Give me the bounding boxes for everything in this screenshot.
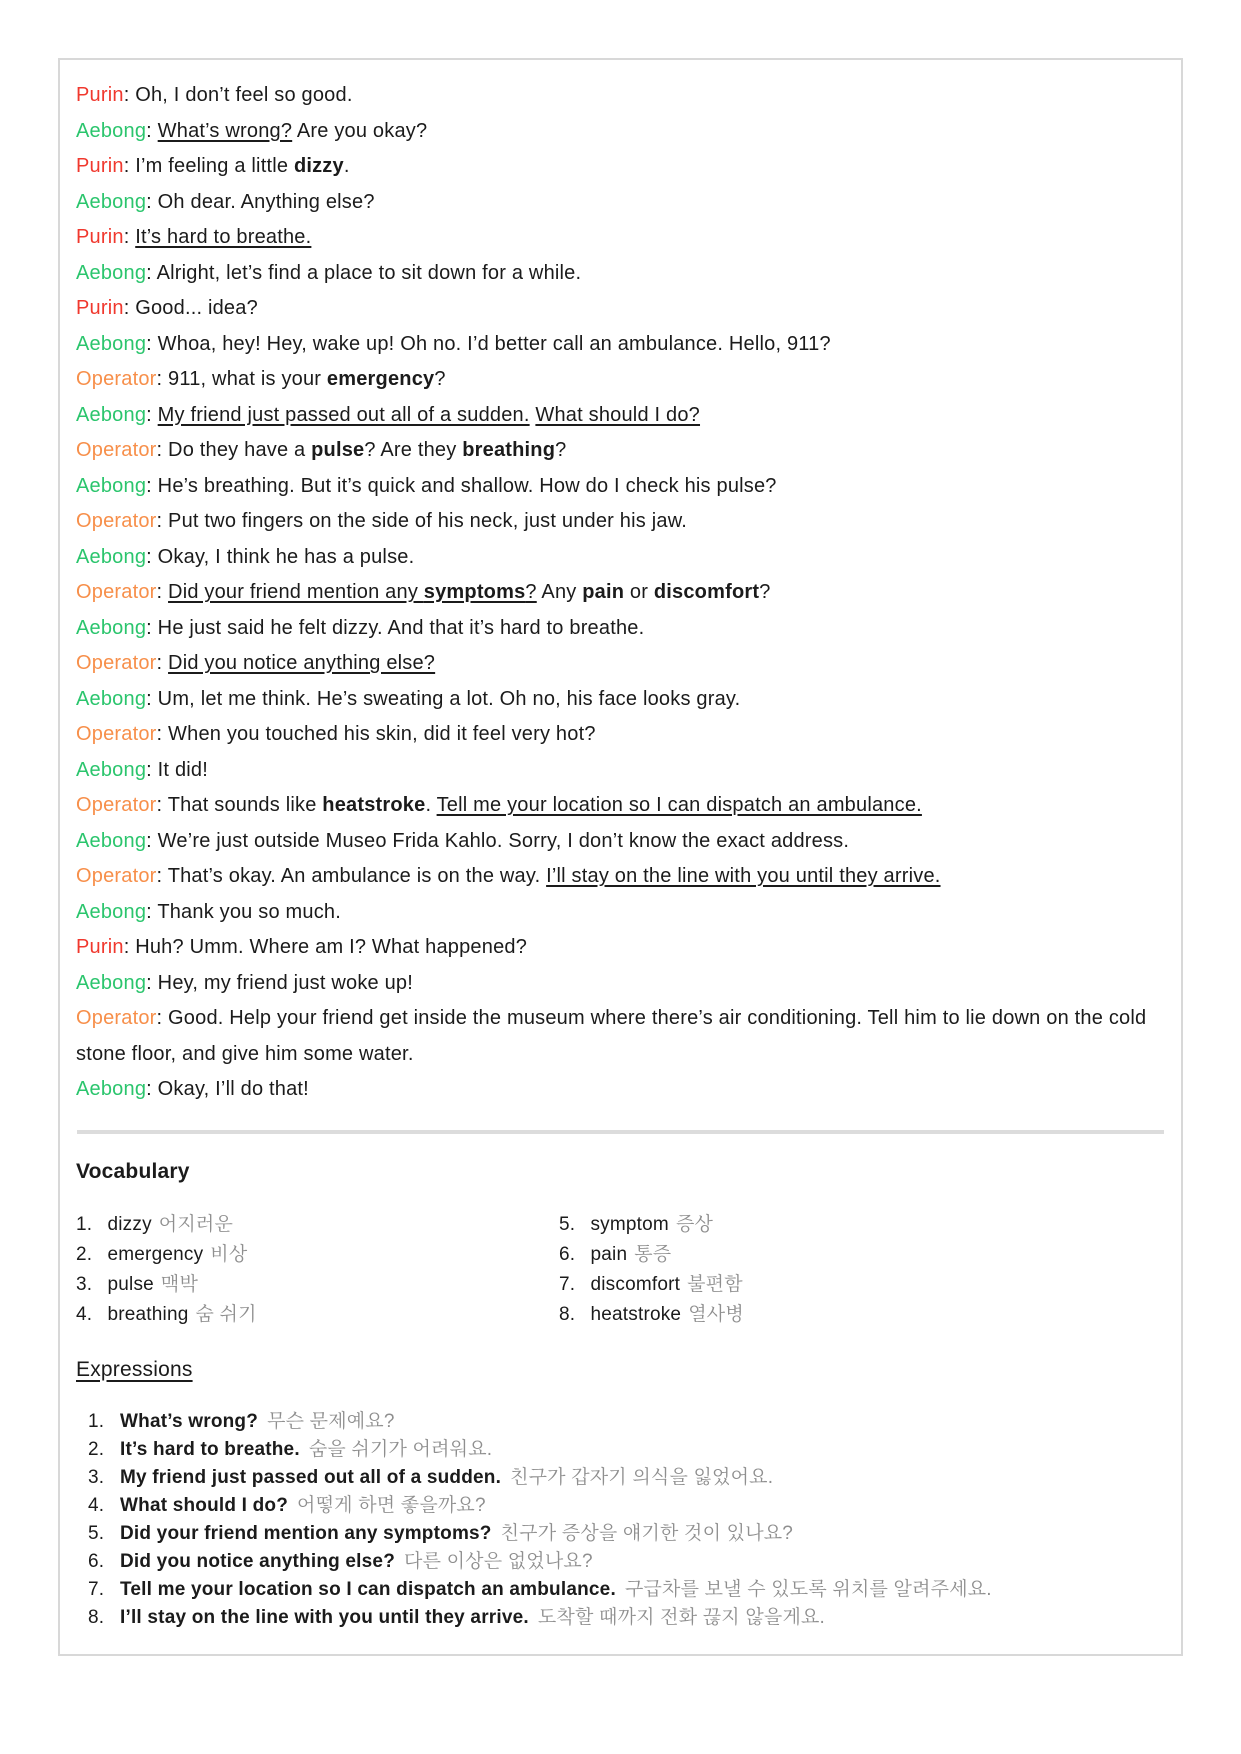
vocab-number: 3. bbox=[76, 1273, 93, 1295]
expression-ko: 도착할 때까지 전화 끊지 않을게요. bbox=[537, 1606, 826, 1628]
speaker-name: Operator bbox=[76, 865, 157, 887]
dialogue-text-segment: My friend just passed out all of a sudden. bbox=[157, 403, 530, 426]
vocab-word-en: heatstroke bbox=[590, 1303, 682, 1325]
dialogue-line: Operator: That sounds like heatstroke. Tell me your location so I can dispatch an ambulance. bbox=[76, 794, 922, 816]
vocab-item bbox=[76, 1240, 559, 1270]
dialogue-line: Operator: Do they have a pulse? Are they breathing? bbox=[76, 439, 567, 461]
vocab-word-ko: 불편함 bbox=[687, 1273, 743, 1295]
vocab-word-ko: 증상 bbox=[675, 1213, 714, 1235]
dialogue-text-segment: It’s hard to breathe. bbox=[135, 226, 312, 248]
expression-item bbox=[88, 1520, 1165, 1548]
vocab-item bbox=[76, 1210, 559, 1240]
expression-number: 8. bbox=[88, 1606, 105, 1628]
dialogue-text-segment: Did you notice anything else? bbox=[168, 652, 436, 674]
speaker-name: Purin bbox=[76, 936, 124, 958]
dialogue-text-segment: Any bbox=[536, 581, 583, 603]
dialogue-text-segment: He’s breathing. But it’s quick and shallow. How do I check his pulse? bbox=[157, 474, 777, 497]
speaker-name: Operator bbox=[76, 368, 157, 390]
expression-item bbox=[88, 1436, 1165, 1464]
vocab-word-ko: 맥박 bbox=[160, 1273, 199, 1295]
expression-en: It’s hard to breathe. bbox=[120, 1438, 300, 1460]
dialogue-text-segment: When you touched his skin, did it feel very hot? bbox=[168, 723, 596, 745]
dialogue-text-segment: Good... idea? bbox=[135, 297, 258, 319]
dialogue-text-segment: Oh, I don’t feel so good. bbox=[135, 84, 353, 106]
dialogue-text-segment: What should I do? bbox=[535, 403, 701, 426]
expression-item bbox=[88, 1492, 1165, 1520]
dialogue-line: Aebong: Okay, I’ll do that! bbox=[76, 1078, 309, 1100]
dialogue-text-segment: ? bbox=[525, 581, 537, 603]
dialogue-line: Aebong: Alright, let’s find a place to sit down for a while. bbox=[76, 261, 582, 284]
vocab-item bbox=[76, 1300, 559, 1330]
speaker-name: Purin bbox=[76, 297, 124, 319]
vocab-item bbox=[76, 1270, 559, 1300]
speaker-name: Aebong bbox=[76, 545, 147, 568]
vocab-word-en: pain bbox=[590, 1243, 628, 1265]
vocab-number: 4. bbox=[76, 1303, 93, 1325]
expression-ko: 무슨 문제예요? bbox=[267, 1410, 395, 1432]
vocab-number: 7. bbox=[559, 1273, 576, 1295]
dialogue-line: Operator: Did you notice anything else? bbox=[76, 652, 436, 674]
dialogue-line: Operator: Did your friend mention any symptoms? Any pain or discomfort? bbox=[76, 581, 771, 603]
dialogue-text-segment: Um, let me think. He’s sweating a lot. Oh no, his face looks gray. bbox=[157, 687, 741, 710]
speaker-name: Aebong bbox=[76, 971, 147, 994]
vocab-word-en: dizzy bbox=[107, 1213, 152, 1235]
dialogue-text-segment: He just said he felt dizzy. And that it’s hard to breathe. bbox=[157, 616, 645, 639]
dialogue-text-segment: Huh? Umm. Where am I? What happened? bbox=[135, 936, 528, 958]
expression-item bbox=[88, 1576, 1165, 1604]
dialogue-text-segment: Put two fingers on the side of his neck, just under his jaw. bbox=[168, 510, 687, 532]
expression-number: 3. bbox=[88, 1466, 105, 1488]
vocab-word-ko: 비상 bbox=[210, 1243, 248, 1265]
dialogue-text-segment: emergency bbox=[326, 368, 435, 390]
dialogue-line: Aebong: My friend just passed out all of a sudden. What should I do? bbox=[76, 403, 701, 426]
vocabulary-column bbox=[76, 1210, 559, 1330]
dialogue-text-segment: Did your friend mention any bbox=[168, 581, 424, 603]
dialogue-text-segment: dizzy bbox=[293, 155, 344, 177]
dialogue-text-segment: discomfort bbox=[653, 581, 760, 603]
dialogue-text-segment: It did! bbox=[157, 758, 208, 781]
expression-number: 5. bbox=[88, 1522, 105, 1544]
dialogue-text-segment: pain bbox=[582, 581, 625, 603]
speaker-name: Operator bbox=[76, 439, 157, 461]
dialogue-line: Aebong: It did! bbox=[76, 758, 208, 781]
dialogue-section bbox=[76, 78, 1165, 1108]
vocab-word-en: pulse bbox=[107, 1273, 154, 1295]
dialogue-line: Aebong: He just said he felt dizzy. And that it’s hard to breathe. bbox=[76, 616, 645, 639]
dialogue-line: Aebong: Okay, I think he has a pulse. bbox=[76, 545, 415, 568]
vocab-number: 6. bbox=[559, 1243, 576, 1265]
expression-en: Did you notice anything else? bbox=[120, 1550, 396, 1572]
expression-ko: 친구가 갑자기 의식을 잃었어요. bbox=[510, 1466, 774, 1488]
expression-number: 1. bbox=[88, 1410, 105, 1432]
vocab-item bbox=[559, 1210, 1165, 1240]
speaker-name: Operator bbox=[76, 581, 157, 603]
vocab-word-ko: 어지러운 bbox=[158, 1213, 233, 1235]
dialogue-text-segment: Do they have a bbox=[168, 439, 312, 461]
expression-en: What should I do? bbox=[120, 1494, 289, 1516]
dialogue-line: Aebong: Um, let me think. He’s sweating a lot. Oh no, his face looks gray. bbox=[76, 687, 741, 710]
speaker-name: Aebong bbox=[76, 474, 147, 497]
dialogue-text-segment: symptoms bbox=[423, 581, 526, 603]
expression-number: 7. bbox=[88, 1578, 105, 1600]
dialogue-text-segment: pulse bbox=[311, 439, 365, 461]
dialogue-text-segment: . bbox=[343, 155, 350, 177]
dialogue-line: Aebong: Oh dear. Anything else? bbox=[76, 190, 375, 213]
speaker-name: Aebong bbox=[76, 119, 147, 142]
dialogue-line: Aebong: Hey, my friend just woke up! bbox=[76, 971, 413, 994]
expression-number: 4. bbox=[88, 1494, 105, 1516]
speaker-name: Operator bbox=[76, 794, 157, 816]
speaker-name: Purin bbox=[76, 155, 124, 177]
dialogue-text-segment: heatstroke bbox=[322, 794, 426, 816]
speaker-name: Aebong bbox=[76, 261, 147, 284]
dialogue-text-segment: Oh dear. Anything else? bbox=[157, 190, 375, 213]
dialogue-text-segment: Good. Help your friend get inside the museum where there’s air conditioning. Tell him to lie down on the cold stone floor, and give him some water. bbox=[76, 1007, 1147, 1065]
expression-en: Tell me your location so I can dispatch an ambulance. bbox=[120, 1578, 616, 1600]
vocab-item bbox=[559, 1240, 1165, 1270]
expression-ko: 구급차를 보낼 수 있도록 위치를 알려주세요. bbox=[624, 1578, 992, 1600]
dialogue-line: Aebong: Thank you so much. bbox=[76, 900, 342, 923]
vocab-word-en: discomfort bbox=[590, 1273, 681, 1295]
expression-ko: 어떻게 하면 좋을까요? bbox=[297, 1494, 486, 1516]
vocab-item bbox=[559, 1270, 1165, 1300]
dialogue-text-segment: I’m feeling a little bbox=[135, 155, 294, 177]
dialogue-text-segment: ? bbox=[555, 439, 567, 461]
dialogue-text-segment: breathing bbox=[462, 439, 556, 461]
expression-item bbox=[88, 1464, 1165, 1492]
dialogue-text-segment: Hey, my friend just woke up! bbox=[157, 971, 413, 994]
speaker-name: Operator bbox=[76, 723, 157, 745]
expression-item bbox=[88, 1604, 1165, 1632]
dialogue-text-segment: or bbox=[624, 581, 654, 603]
speaker-name: Aebong bbox=[76, 1078, 147, 1100]
vocab-number: 5. bbox=[559, 1213, 576, 1235]
vocab-word-en: emergency bbox=[107, 1243, 204, 1265]
dialogue-line: Purin: Good... idea? bbox=[76, 297, 258, 319]
dialogue-text-segment: What’s wrong? bbox=[157, 119, 293, 142]
dialogue-text-segment: That’s okay. An ambulance is on the way. bbox=[167, 865, 547, 887]
expression-en: What’s wrong? bbox=[120, 1410, 259, 1432]
vocab-number: 8. bbox=[559, 1303, 576, 1325]
dialogue-line: Purin: Oh, I don’t feel so good. bbox=[76, 84, 353, 106]
dialogue-line: Operator: 911, what is your emergency? bbox=[76, 368, 446, 390]
dialogue-text-segment: Okay, I’ll do that! bbox=[157, 1078, 309, 1100]
dialogue-text-segment: I’ll stay on the line with you until they arrive. bbox=[546, 865, 941, 887]
dialogue-line: Operator: Put two fingers on the side of his neck, just under his jaw. bbox=[76, 510, 687, 532]
speaker-name: Operator bbox=[76, 1007, 157, 1029]
dialogue-text-segment: Are you okay? bbox=[292, 119, 428, 142]
expression-en: My friend just passed out all of a sudden. bbox=[120, 1466, 502, 1488]
vocab-word-ko: 숨 쉬기 bbox=[195, 1303, 257, 1325]
speaker-name: Aebong bbox=[76, 900, 147, 923]
dialogue-text-segment: ? Are they bbox=[364, 439, 463, 461]
expression-en: I’ll stay on the line with you until they arrive. bbox=[120, 1606, 529, 1628]
vocabulary-list bbox=[76, 1210, 1165, 1330]
vocab-word-en: symptom bbox=[590, 1213, 669, 1235]
speaker-name: Aebong bbox=[76, 403, 147, 426]
expressions-list bbox=[76, 1408, 1165, 1632]
vocab-word-en: breathing bbox=[107, 1303, 189, 1325]
vocab-word-ko: 통증 bbox=[634, 1243, 672, 1265]
expression-en: Did your friend mention any symptoms? bbox=[120, 1522, 492, 1544]
expression-ko: 다른 이상은 없었나요? bbox=[404, 1550, 593, 1572]
vocabulary-title: Vocabulary bbox=[76, 1159, 190, 1183]
expression-ko: 숨을 쉬기가 어려워요. bbox=[308, 1438, 493, 1460]
dialogue-line: Aebong: What’s wrong? Are you okay? bbox=[76, 119, 428, 142]
dialogue-text-segment: That sounds like bbox=[167, 794, 323, 816]
expression-item bbox=[88, 1408, 1165, 1436]
dialogue-line: Aebong: He’s breathing. But it’s quick and shallow. How do I check his pulse? bbox=[76, 474, 777, 497]
speaker-name: Aebong bbox=[76, 190, 147, 213]
dialogue-line: Operator: When you touched his skin, did it feel very hot? bbox=[76, 723, 596, 745]
expressions-title: Expressions bbox=[76, 1357, 193, 1381]
dialogue-line: Aebong: Whoa, hey! Hey, wake up! Oh no. I’d better call an ambulance. Hello, 911? bbox=[76, 332, 831, 355]
dialogue-line: Purin: I’m feeling a little dizzy. bbox=[76, 155, 350, 177]
dialogue-text-segment: Okay, I think he has a pulse. bbox=[157, 545, 415, 568]
dialogue-line: Operator: That’s okay. An ambulance is on the way. I’ll stay on the line with you until they arrive. bbox=[76, 865, 941, 887]
speaker-name: Operator bbox=[76, 510, 157, 532]
dialogue-text-segment: . bbox=[425, 794, 437, 816]
speaker-name: Aebong bbox=[76, 687, 147, 710]
speaker-name: Aebong bbox=[76, 829, 147, 852]
expression-number: 2. bbox=[88, 1438, 105, 1460]
expression-number: 6. bbox=[88, 1550, 105, 1572]
dialogue-text-segment: Alright, let’s find a place to sit down for a while. bbox=[156, 261, 582, 284]
dialogue-text-segment: ? bbox=[434, 368, 446, 390]
speaker-name: Aebong bbox=[76, 758, 147, 781]
vocab-word-ko: 열사병 bbox=[688, 1303, 744, 1325]
speaker-name: Aebong bbox=[76, 616, 147, 639]
speaker-name: Purin bbox=[76, 84, 124, 106]
dialogue-text-segment: Thank you so much. bbox=[157, 900, 342, 923]
speaker-name: Operator bbox=[76, 652, 157, 674]
dialogue-line: Aebong: We’re just outside Museo Frida Kahlo. Sorry, I don’t know the exact address. bbox=[76, 829, 850, 852]
vocab-number: 2. bbox=[76, 1243, 93, 1265]
expression-item bbox=[88, 1548, 1165, 1576]
dialogue-text-segment: We’re just outside Museo Frida Kahlo. Sorry, I don’t know the exact address. bbox=[157, 829, 850, 852]
dialogue-text-segment: ? bbox=[759, 581, 771, 603]
vocabulary-column bbox=[559, 1210, 1165, 1330]
vocab-number: 1. bbox=[76, 1213, 93, 1235]
dialogue-text-segment: 911, what is your bbox=[168, 368, 327, 390]
expression-ko: 친구가 증상을 얘기한 것이 있나요? bbox=[500, 1522, 794, 1544]
dialogue-line: Operator: Good. Help your friend get inside the museum where there’s air conditioning. Tell him to lie down on the cold stone floor, and give him some water. bbox=[76, 1007, 1147, 1065]
dialogue-line: Purin: Huh? Umm. Where am I? What happened? bbox=[76, 936, 528, 958]
dialogue-line: Purin: It’s hard to breathe. bbox=[76, 226, 312, 248]
dialogue-text-segment: Whoa, hey! Hey, wake up! Oh no. I’d better call an ambulance. Hello, 911? bbox=[157, 332, 831, 355]
section-divider bbox=[77, 1130, 1164, 1134]
speaker-name: Aebong bbox=[76, 332, 147, 355]
dialogue-text-segment: Tell me your location so I can dispatch an ambulance. bbox=[436, 794, 922, 816]
worksheet-card bbox=[58, 58, 1183, 1656]
speaker-name: Purin bbox=[76, 226, 124, 248]
vocab-item bbox=[559, 1300, 1165, 1330]
